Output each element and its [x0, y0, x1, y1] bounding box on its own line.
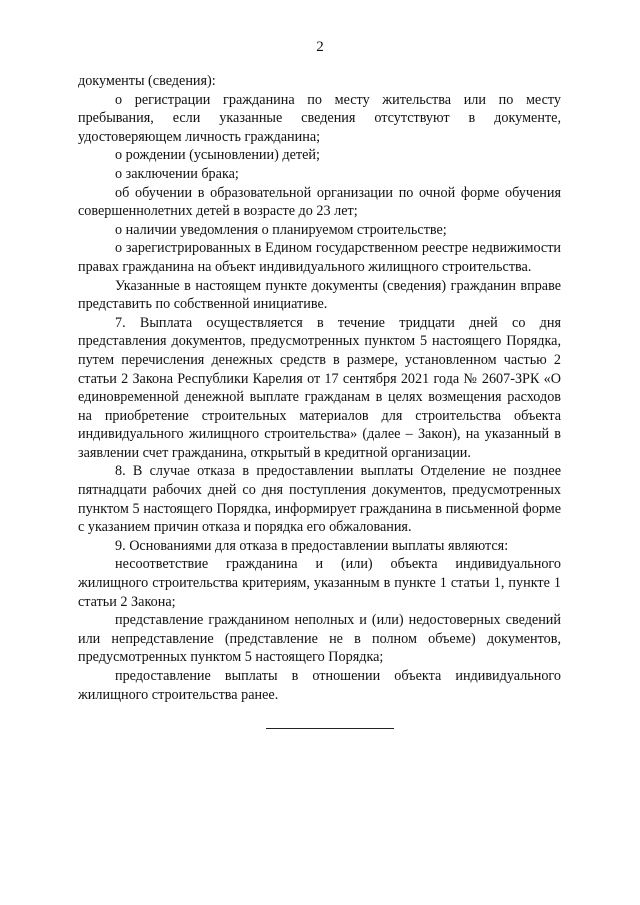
page-number: 2 — [316, 39, 324, 55]
clause-9-refusal-grounds: 9. Основаниями для отказа в предоставлении выплаты являются: — [115, 537, 509, 554]
paragraph-construction-notice: о наличии уведомления о планируемом строительстве; — [115, 221, 447, 238]
clause-7-payment: 7. Выплата осуществляется в течение тридцати дней со дня представления документов, предусмотренных пунктом 5 настоящего Порядка, путем перечисления денежных средств в размере, установленном частью 2 статьи 2 Закона Республики Карелия от 17 сентября 2021 года № 2607-ЗРК «О единовременной денежной выплате гражданам в целях возмещения расходов на приобретение строительных материалов для строительства объекта индивидуального жилищного строительства» (далее – Закон), на указанный в заявлении счет гражданина, открытый в кредитной организации. — [78, 314, 561, 461]
paragraph-documents-intro: документы (сведения): — [78, 73, 216, 89]
paragraph-children-birth: о рождении (усыновлении) детей; — [115, 147, 320, 164]
paragraph-own-initiative: Указанные в настоящем пункте документы (сведения) гражданин вправе представить по собственной инициативе. — [78, 277, 561, 313]
ground-criteria-mismatch: несоответствие гражданина и (или) объекта индивидуального жилищного строительства критериям, указанным в пункте 1 статьи 1, пункте 1 статьи 2 Закона; — [78, 556, 561, 610]
paragraph-registered-rights: о зарегистрированных в Едином государственном реестре недвижимости правах гражданина на объект индивидуального жилищного строительства. — [78, 240, 561, 275]
ground-previous-payment: предоставление выплаты в отношении объекта индивидуального жилищного строительства ранее. — [78, 668, 561, 703]
ground-incomplete-documents: представление гражданином неполных и (или) недостоверных сведений или непредставление (представление не в полном объеме) документов, предусмотренных пунктом 5 настоящего Порядка; — [78, 612, 561, 666]
clause-8-refusal-notice: 8. В случае отказа в предоставлении выплаты Отделение не позднее пятнадцати рабочих дней со дня поступления документов, предусмотренных пунктом 5 настоящего Порядка, информирует гражданина в письменной форме с указанием причин отказа и порядка его обжалования. — [78, 463, 561, 536]
end-separator-line — [266, 728, 394, 729]
document-body — [78, 72, 561, 704]
paragraph-marriage: о заключении брака; — [115, 165, 239, 182]
paragraph-registration: о регистрации гражданина по месту жительства или по месту пребывания, если указанные сведения отсутствуют в документе, удостоверяющем личность гражданина; — [78, 91, 561, 145]
paragraph-education: об обучении в образовательной организации по очной форме обучения совершеннолетних детей в возрасте до 23 лет; — [78, 184, 561, 220]
